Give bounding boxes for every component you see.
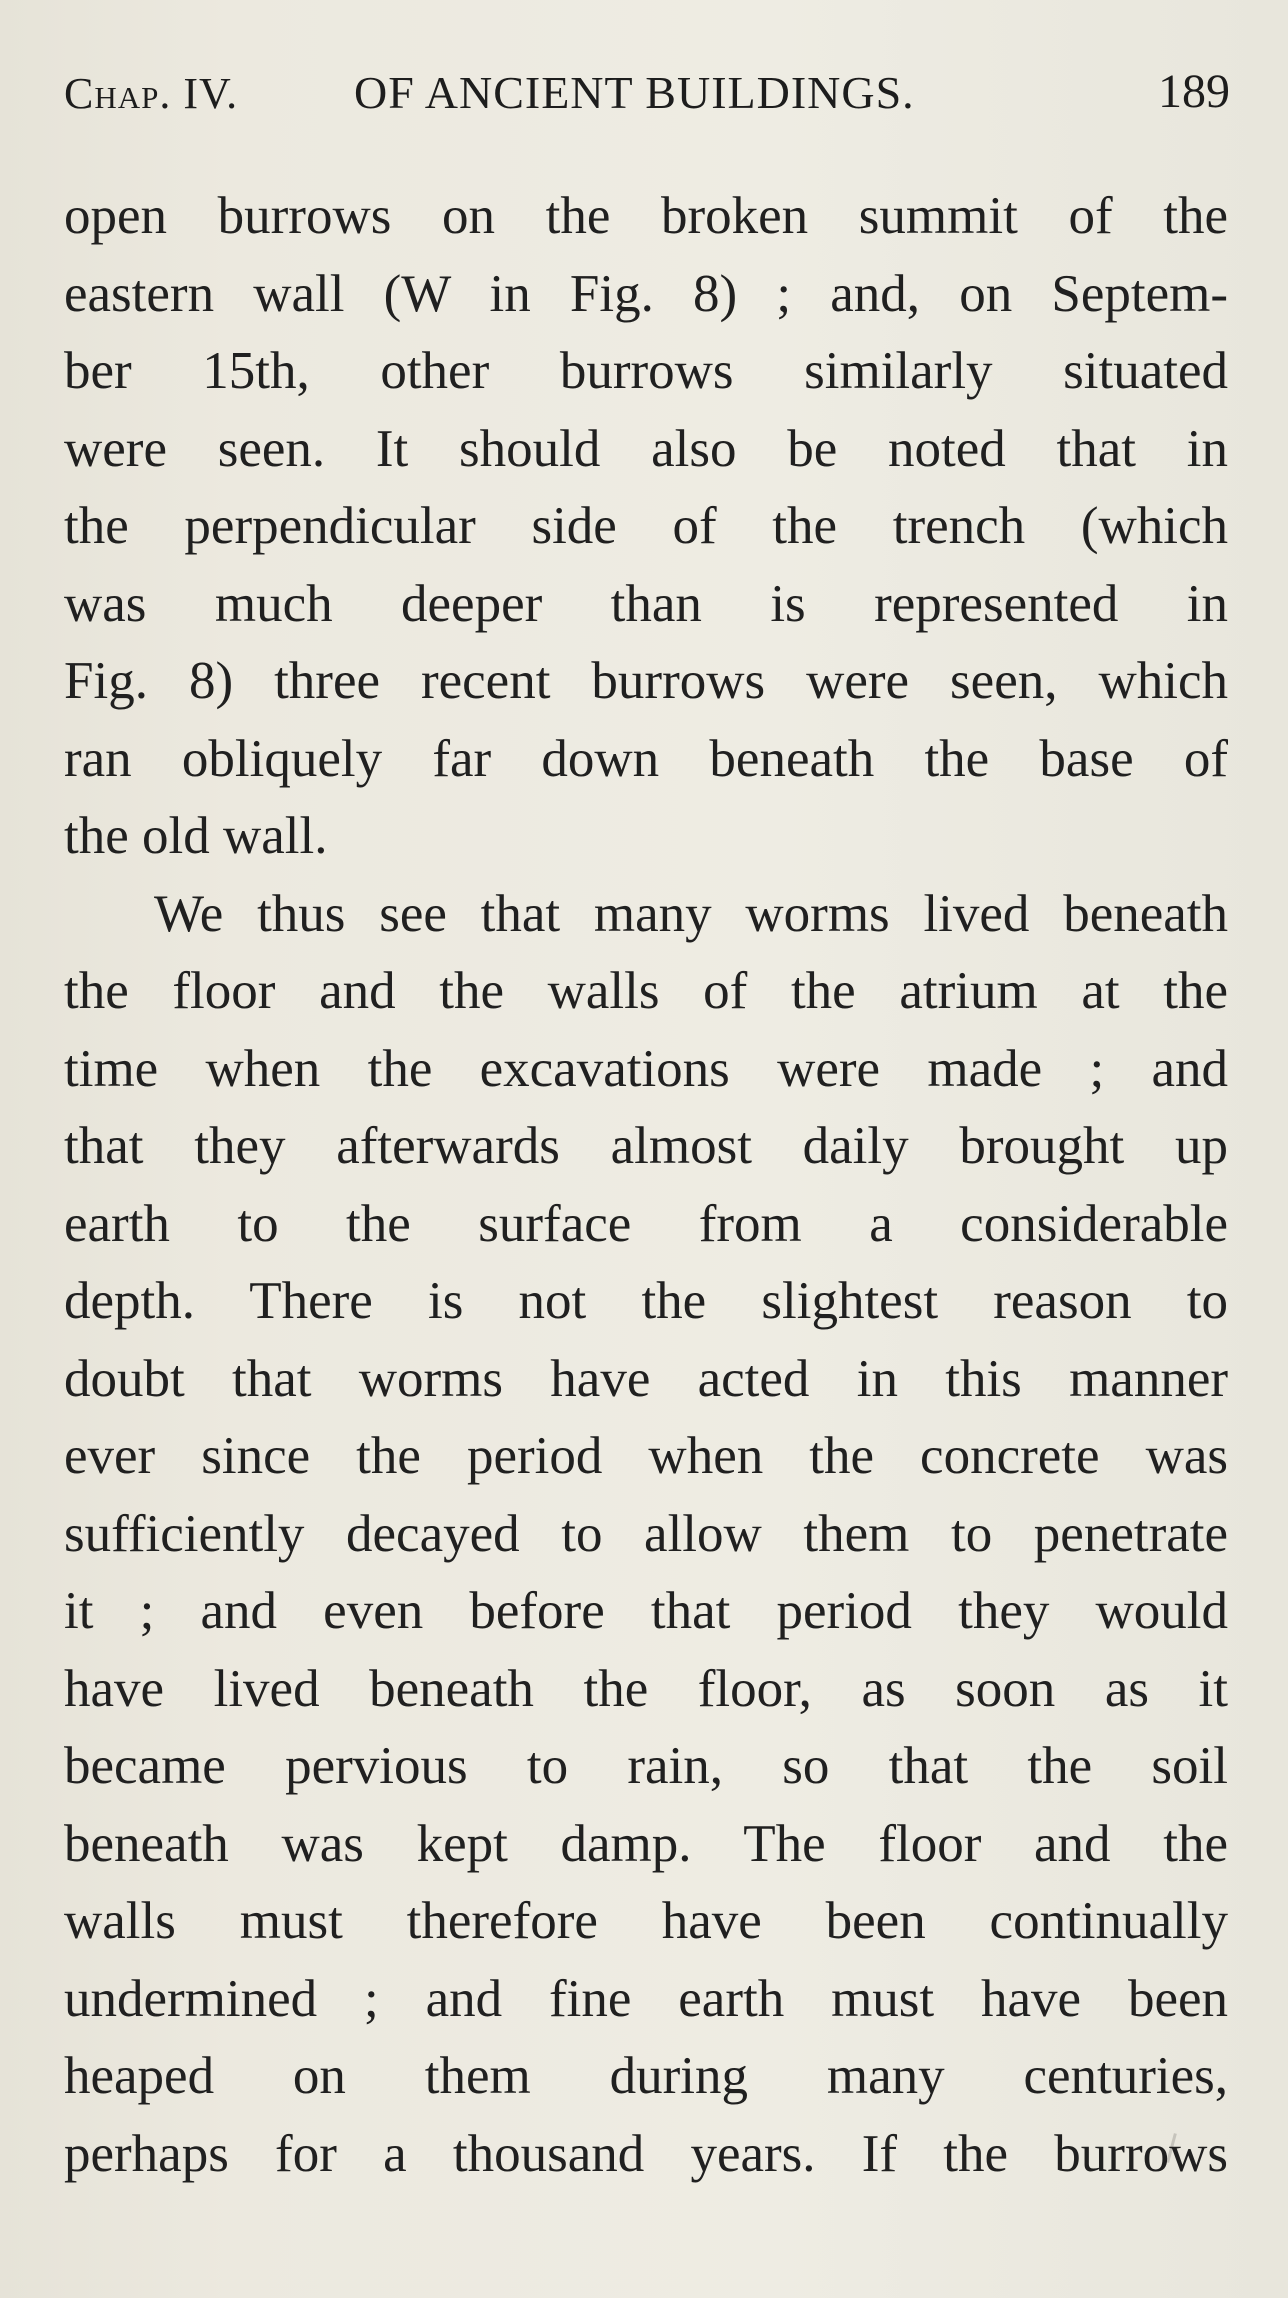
- page-header: [64, 58, 1230, 128]
- text-line: time when the excavations were made ; and: [64, 1039, 1228, 1098]
- body-text: [64, 178, 1228, 2193]
- text-line: the perpendicular side of the trench (which: [64, 497, 1228, 555]
- text-line: open burrows on the broken summit of the: [64, 187, 1228, 245]
- text-line: ever since the period when the concrete was: [64, 1427, 1228, 1485]
- text-line: earth to the surface from a considerable: [64, 1194, 1228, 1253]
- running-title: OF ANCIENT BUILDINGS.: [354, 67, 915, 118]
- text-line: the old wall.: [64, 807, 328, 865]
- text-line: walls must therefore have been continually: [64, 1892, 1228, 1950]
- chapter-label: Chap. IV.: [64, 69, 239, 118]
- text-line: heaped on them during many centuries,: [64, 2047, 1228, 2105]
- text-line: was much deeper than is represented in: [64, 574, 1228, 633]
- text-line: undermined ; and fine earth must have been: [64, 1969, 1228, 2028]
- text-line: doubt that worms have acted in this manner: [64, 1349, 1228, 1408]
- text-line: Fig. 8) three recent burrows were seen, which: [64, 652, 1228, 710]
- text-line: it ; and even before that period they would: [64, 1582, 1228, 1640]
- text-line: beneath was kept damp. The floor and the: [64, 1814, 1228, 1873]
- text-line: depth. There is not the slightest reason to: [64, 1272, 1228, 1330]
- text-line: eastern wall (W in Fig. 8) ; and, on Septem-: [64, 264, 1228, 323]
- text-line: became pervious to rain, so that the soil: [64, 1737, 1228, 1795]
- text-line: ran obliquely far down beneath the base of: [64, 729, 1228, 788]
- text-line: that they afterwards almost daily brought up: [64, 1117, 1228, 1175]
- text-line: sufficiently decayed to allow them to penetrate: [64, 1504, 1228, 1563]
- paragraph-start-line: We thus see that many worms lived beneath: [154, 884, 1228, 943]
- text-line: the floor and the walls of the atrium at the: [64, 962, 1228, 1020]
- page-number: 189: [1158, 65, 1230, 118]
- text-line: were seen. It should also be noted that in: [64, 419, 1228, 478]
- text-line: have lived beneath the floor, as soon as it: [64, 1659, 1228, 1718]
- text-line: perhaps for a thousand years. If the burrows: [64, 2124, 1228, 2183]
- text-line: ber 15th, other burrows similarly situated: [64, 342, 1228, 400]
